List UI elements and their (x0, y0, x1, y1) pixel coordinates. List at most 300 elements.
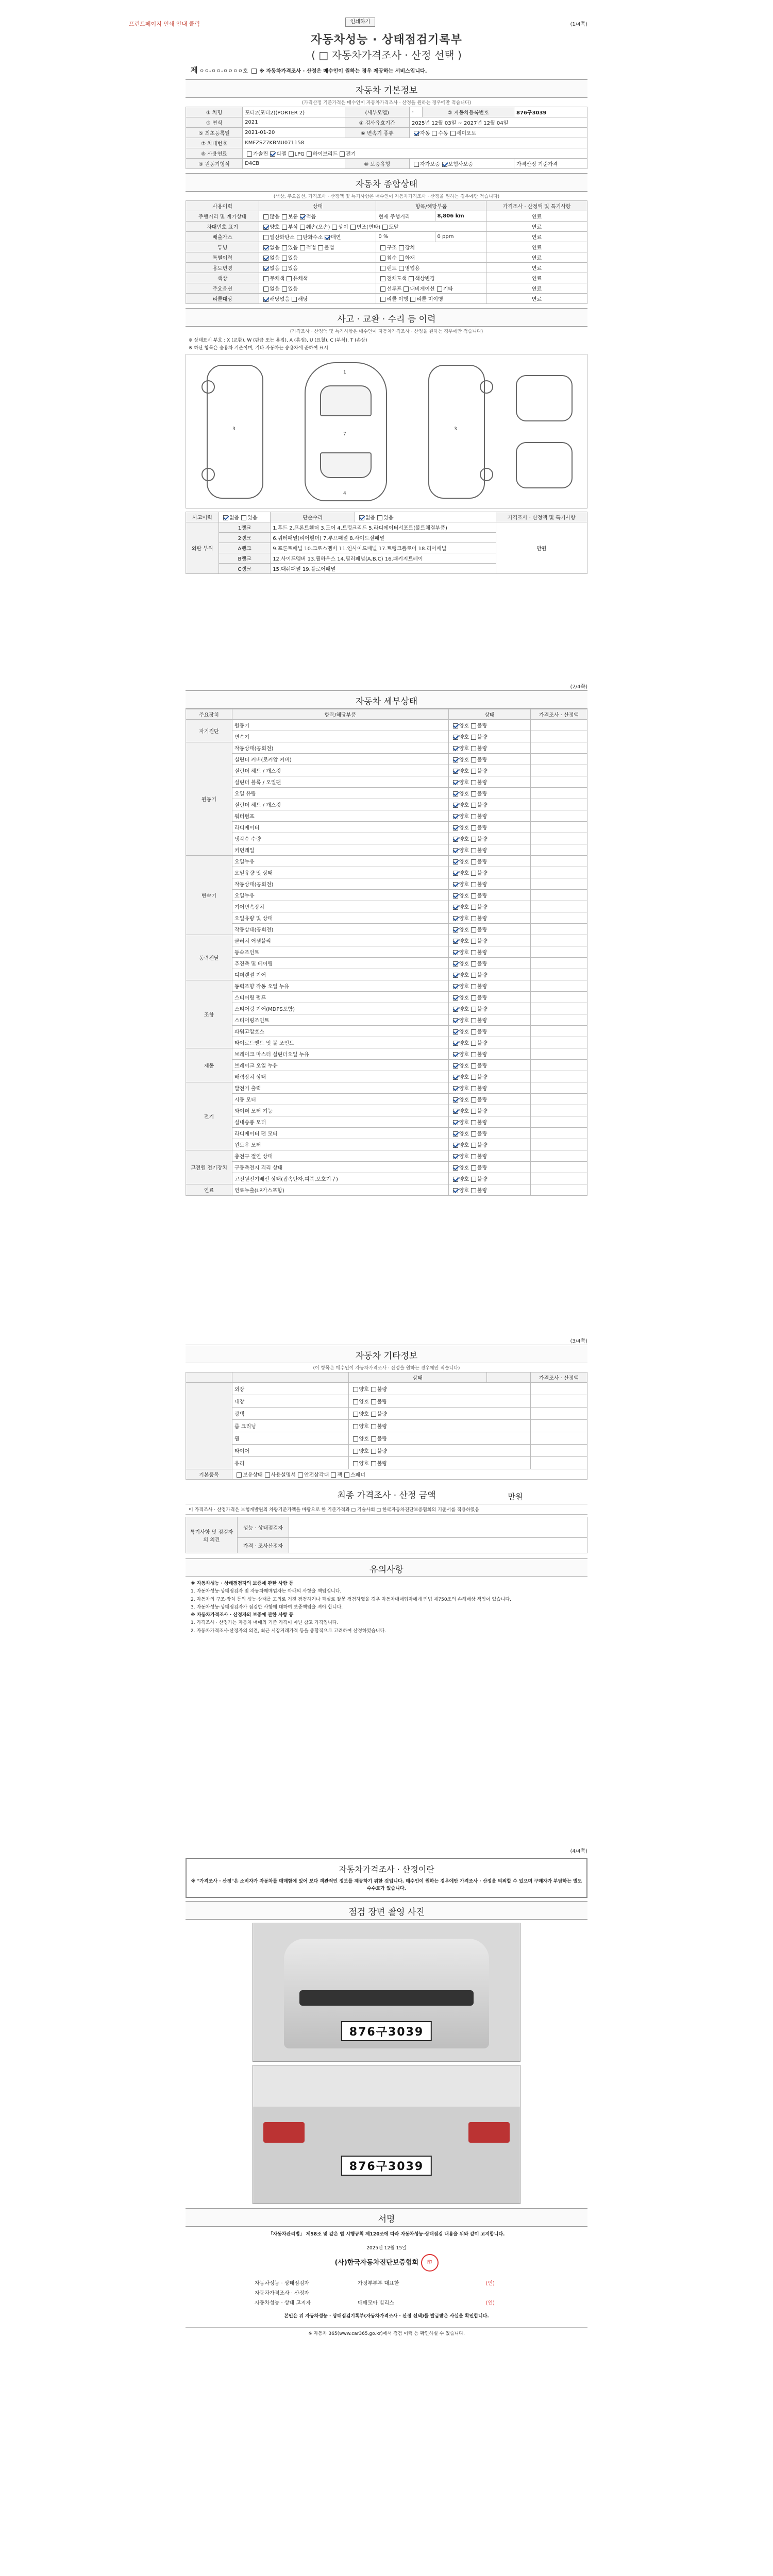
checkbox[interactable] (471, 837, 476, 842)
checkbox[interactable] (353, 1449, 358, 1454)
final-text: 이 가격조사 · 산정가격은 보험개발원의 차량기준가액을 바탕으로 한 기준가격과 □ 기술사회 □ 한국자동차진단보증협회의 기준서를 적용하였음 (186, 1504, 587, 1515)
checkbox[interactable] (471, 950, 476, 955)
state-label: 불량 (477, 939, 488, 944)
checkbox[interactable] (453, 927, 458, 933)
checkbox[interactable] (453, 859, 458, 865)
detail-state (448, 822, 530, 833)
checkbox[interactable] (282, 214, 287, 219)
checkbox[interactable] (353, 1424, 358, 1429)
checkbox[interactable] (471, 1086, 476, 1091)
detail-row (186, 878, 587, 890)
document-subtitle: ( □ 자동차가격조사 · 산정 선택 ) (311, 49, 462, 61)
checkbox[interactable] (371, 1436, 376, 1442)
checkbox[interactable] (471, 893, 476, 899)
checkbox[interactable] (265, 1472, 270, 1478)
etc-row (186, 1383, 587, 1395)
sign-role: 자동차성능 · 상태 고지자 (255, 2300, 311, 2307)
checkbox[interactable] (471, 1041, 476, 1046)
checkbox[interactable] (287, 276, 292, 281)
summary-option: 영업용 (405, 266, 420, 272)
checkbox[interactable] (371, 1387, 376, 1392)
detail-item: 실린더 헤드 / 개스킷 (232, 765, 449, 776)
checkbox[interactable] (371, 1412, 376, 1417)
checkbox[interactable] (453, 814, 458, 819)
checkbox[interactable] (263, 256, 268, 261)
checkbox[interactable] (471, 1143, 476, 1148)
summary-option: 있음 (288, 256, 298, 261)
state-label: 불량 (477, 1143, 488, 1148)
checkbox[interactable] (380, 266, 385, 271)
state-label: 양호 (459, 984, 469, 990)
checkbox[interactable] (471, 1007, 476, 1012)
detail-state (448, 969, 530, 980)
checkbox[interactable] (453, 769, 458, 774)
checkbox[interactable] (380, 276, 385, 281)
checkbox[interactable] (471, 1177, 476, 1182)
checkbox[interactable] (471, 791, 476, 796)
checkbox[interactable] (453, 984, 458, 989)
document-title: 자동차성능 · 상태점검기록부 (311, 33, 462, 46)
checkbox[interactable] (263, 235, 268, 240)
detail-state (448, 946, 530, 958)
summary-note: (색상, 주요옵션, 가격조사 · 산정액 및 특기사항은 매수인이 자동차가격조사 · 산정을 원하는 경우에만 적습니다) (273, 194, 500, 199)
checkbox[interactable] (453, 825, 458, 831)
checkbox[interactable] (453, 893, 458, 899)
detail-row (186, 1116, 587, 1128)
detail-state (448, 1003, 530, 1014)
accident-option: 있음 (247, 515, 258, 521)
checkbox[interactable] (453, 803, 458, 808)
detail-row (186, 1139, 587, 1150)
etc-part: 내장 (232, 1395, 349, 1408)
checkbox[interactable] (353, 1399, 358, 1404)
checkbox[interactable] (353, 1461, 358, 1466)
checkbox[interactable] (298, 1472, 303, 1478)
checkbox[interactable] (453, 837, 458, 842)
caution-item: 2. 자동차가격조사·산정자의 의견, 최근 시장거래가격 등을 종합적으로 고려하여 산정하였습니다. (191, 1628, 386, 1634)
checkbox[interactable] (453, 1165, 458, 1171)
checkbox[interactable] (471, 1063, 476, 1069)
checkbox[interactable] (471, 961, 476, 967)
checkbox[interactable] (453, 1018, 458, 1023)
checkbox[interactable] (282, 286, 287, 292)
footer-link[interactable]: ※ 자동차 365(www.car365.go.kr)에서 점검 이력 등 확인하실 수 있습니다. (186, 2327, 587, 2338)
checkbox[interactable] (399, 256, 404, 261)
checkbox[interactable] (471, 780, 476, 785)
accessory-item: 스패너 (350, 1472, 365, 1478)
state-label: 불량 (477, 916, 488, 922)
detail-price (531, 856, 587, 867)
checkbox[interactable] (332, 225, 337, 230)
checkbox[interactable] (453, 882, 458, 887)
rank-label: 2랭크 (219, 533, 270, 543)
detail-state (448, 810, 530, 822)
checkbox[interactable] (263, 276, 268, 281)
summary-option: 해당 (297, 297, 308, 302)
checkbox[interactable] (282, 256, 287, 261)
final-label: 특기사항 및 점검자의 의견 (186, 1517, 238, 1553)
inspector-comment (289, 1517, 587, 1538)
footer-confirm: 본인은 위 자동차성능 · 상태점검기록부(자동차가격조사 · 산정 선택)를 발급받은 사실을 확인합니다. (284, 2314, 489, 2319)
checkbox[interactable] (453, 757, 458, 762)
detail-state (448, 1014, 530, 1026)
caution-item: ※ 자동차가격조사 · 산정자의 보증에 관한 사항 등 (191, 1613, 294, 1618)
checkbox[interactable] (453, 916, 458, 921)
detail-state (448, 765, 530, 776)
checkbox[interactable] (377, 515, 382, 520)
print-notice[interactable]: 프린트페이지 인쇄 안내 클릭 (129, 21, 200, 27)
state-label: 양호 (459, 1075, 469, 1080)
checkbox[interactable] (437, 286, 442, 292)
state-label: 양호 (359, 1399, 369, 1405)
state-label: 양호 (459, 1018, 469, 1024)
checkbox[interactable] (353, 1387, 358, 1392)
summary-label: 색상 (186, 273, 259, 283)
checkbox[interactable] (471, 1075, 476, 1080)
sign-text: 「자동차관리법」 제58조 및 같은 법 시행규칙 제120조에 따라 자동차성능·상태점검 내용을 위와 같이 고지합니다. (268, 2231, 505, 2237)
checkbox[interactable] (359, 515, 364, 520)
accessory-item: 사용설명서 (271, 1472, 296, 1478)
label-base-price: 가격산정 기준가격 (514, 159, 587, 169)
checkbox[interactable] (318, 245, 323, 250)
final-unit: 만원 (508, 1492, 523, 1501)
checkbox[interactable] (453, 1143, 458, 1148)
checkbox[interactable] (453, 1075, 458, 1080)
car-front-view (516, 375, 573, 421)
detail-price (531, 1071, 587, 1082)
detail-item: 스티어링조인트 (232, 1014, 449, 1026)
detail-head: 주요장치 (186, 709, 232, 720)
checkbox[interactable] (471, 769, 476, 774)
checkbox[interactable] (471, 905, 476, 910)
checkbox[interactable] (399, 266, 404, 271)
detail-price (531, 1014, 587, 1026)
checkbox[interactable] (453, 791, 458, 796)
checkbox[interactable] (471, 1018, 476, 1023)
checkbox[interactable] (325, 235, 330, 240)
detail-price (531, 890, 587, 901)
checkbox[interactable] (353, 1436, 358, 1442)
checkbox[interactable] (471, 848, 476, 853)
summary-label: 주행거리 및 계기상태 (186, 211, 259, 222)
checkbox[interactable] (237, 1472, 242, 1478)
truck-bed-shape (253, 2065, 520, 2107)
state-label: 양호 (459, 814, 469, 820)
detail-item: 스티어링 펌프 (232, 992, 449, 1003)
checkbox[interactable] (471, 825, 476, 831)
checkbox[interactable] (453, 905, 458, 910)
state-label: 양호 (459, 769, 469, 774)
checkbox[interactable] (471, 1120, 476, 1125)
summary-price: 연료 (486, 283, 587, 294)
state-label: 양호 (459, 746, 469, 752)
checkbox[interactable] (471, 723, 476, 728)
detail-state (448, 1173, 530, 1184)
summary-item: 0 ppm (435, 232, 486, 242)
summary-option: 리콜 이행 (386, 297, 409, 302)
checkbox[interactable] (471, 735, 476, 740)
checkbox[interactable] (471, 939, 476, 944)
state-label: 불량 (477, 950, 488, 956)
state-label: 불량 (477, 905, 488, 910)
checkbox[interactable] (453, 939, 458, 944)
license-plate: 876구3039 (341, 2021, 432, 2041)
checkbox[interactable] (289, 151, 294, 157)
checkbox[interactable] (471, 1165, 476, 1171)
checkbox[interactable] (442, 162, 447, 167)
checkbox[interactable] (263, 214, 268, 219)
checkbox[interactable] (471, 927, 476, 933)
detail-row (186, 1162, 587, 1173)
checkbox[interactable] (371, 1461, 376, 1466)
checkbox[interactable] (414, 162, 419, 167)
state-label: 불량 (477, 780, 488, 786)
checkbox[interactable] (241, 515, 246, 520)
state-label: 불량 (477, 871, 488, 876)
detail-state (448, 720, 530, 731)
state-label: 양호 (459, 950, 469, 956)
label-model: ① 차명 (186, 107, 243, 117)
checkbox[interactable] (453, 780, 458, 785)
diagram-number: 3 (232, 427, 236, 432)
checkbox[interactable] (453, 1120, 458, 1125)
state-label: 불량 (477, 1007, 488, 1012)
checkbox[interactable] (371, 1399, 376, 1404)
checkbox[interactable] (471, 746, 476, 751)
checkbox[interactable] (471, 814, 476, 819)
checkbox[interactable] (471, 757, 476, 762)
checkbox[interactable] (453, 1052, 458, 1057)
detail-item: 구동축전지 격리 상태 (232, 1162, 449, 1173)
checkbox[interactable] (414, 131, 419, 136)
checkbox[interactable] (471, 995, 476, 1001)
summary-option: 침수 (386, 256, 397, 261)
checkbox[interactable] (340, 151, 345, 157)
print-button[interactable]: 인쇄하기 (345, 18, 375, 27)
checkbox[interactable] (453, 973, 458, 978)
doc-no-label: 제 (191, 66, 198, 75)
appraisal-box-text: ※ "가격조사 · 산정"은 소비자가 자동차를 매매함에 있어 보다 객관적인 정보를 제공하기 위한 것입니다. 매수인이 원하는 경우에만 가격조사 · 산정을 의뢰할 수 있으며 구매자가 부담하는 별도 수수료가 있습니다. (191, 1879, 582, 1892)
detail-row (186, 788, 587, 799)
etc-row (186, 1445, 587, 1457)
state-label: 불량 (477, 1063, 488, 1069)
car-rear-view (516, 442, 573, 488)
accident-price-label: 가격조사 · 산정액 및 특기사항 (496, 512, 587, 522)
detail-price (531, 1094, 587, 1105)
checkbox[interactable] (453, 961, 458, 967)
detail-price (531, 1037, 587, 1048)
etc-row (186, 1395, 587, 1408)
checkbox[interactable] (453, 723, 458, 728)
accident-legend-1: ※ 상태표시 부호 : X (교환), W (판금 또는 용접), A (흠집), U (요철), C (부식), T (손상) (189, 338, 367, 343)
checkbox[interactable] (399, 245, 404, 250)
summary-option: 양호 (270, 225, 280, 230)
etc-price (531, 1457, 587, 1469)
summary-head-items: 항목/해당부품 (376, 201, 486, 211)
opt-electric: 전기 (346, 151, 356, 157)
accident-legend-2: ※ 하단 항목은 승용차 기준이며, 기타 자동차는 승용차에 준하여 표시 (189, 346, 328, 351)
detail-row (186, 924, 587, 935)
rank-label: A랭크 (219, 543, 270, 553)
opt-hybrid: 하이브리드 (312, 151, 338, 157)
checkbox[interactable] (307, 151, 312, 157)
checkbox[interactable] (382, 225, 388, 230)
checkbox[interactable] (471, 1154, 476, 1159)
checkbox[interactable] (380, 297, 385, 302)
checkbox[interactable] (263, 225, 268, 230)
checkbox[interactable] (471, 1131, 476, 1137)
checkbox[interactable] (453, 1041, 458, 1046)
detail-price (531, 1150, 587, 1162)
etc-table (186, 1372, 587, 1480)
checkbox[interactable] (410, 297, 415, 302)
checkbox[interactable] (471, 973, 476, 978)
checkbox[interactable] (432, 131, 437, 136)
opt-insurer-warranty: 보험사보증 (448, 162, 473, 167)
detail-group: 제동 (186, 1048, 232, 1082)
checkbox[interactable] (471, 859, 476, 865)
checkbox[interactable] (380, 245, 385, 250)
detail-price (531, 935, 587, 946)
checkbox[interactable] (453, 1097, 458, 1103)
detail-row (186, 867, 587, 878)
etc-part: 타이어 (232, 1445, 349, 1457)
detail-item: 윈도우 모터 (232, 1139, 449, 1150)
detail-price (531, 946, 587, 958)
checkbox[interactable] (223, 515, 228, 520)
checkbox[interactable] (471, 871, 476, 876)
page-number: (4/4쪽) (570, 1849, 587, 1854)
detail-group: 자기진단 (186, 720, 232, 742)
checkbox[interactable] (453, 848, 458, 853)
checkbox[interactable] (331, 1472, 336, 1478)
detail-row (186, 1060, 587, 1071)
summary-option: 선루프 (386, 286, 402, 292)
label-vin: ⑦ 차대번호 (186, 138, 243, 148)
checkbox[interactable] (471, 1029, 476, 1035)
state-label: 불량 (477, 723, 488, 729)
checkbox[interactable] (453, 1109, 458, 1114)
checkbox[interactable] (270, 151, 275, 157)
checkbox[interactable] (471, 803, 476, 808)
state-label: 양호 (459, 1109, 469, 1114)
checkbox[interactable] (471, 1097, 476, 1103)
checkbox[interactable] (380, 256, 385, 261)
summary-option: 색상변경 (415, 276, 435, 282)
checkbox[interactable] (282, 245, 287, 250)
detail-state (448, 1060, 530, 1071)
checkbox[interactable] (453, 1177, 458, 1182)
checkbox[interactable] (453, 1029, 458, 1035)
detail-row (186, 912, 587, 924)
checkbox[interactable] (471, 1052, 476, 1057)
checkbox[interactable] (471, 916, 476, 921)
state-label: 양호 (459, 780, 469, 786)
checkbox[interactable] (409, 276, 414, 281)
etc-part: 유리 (232, 1457, 349, 1469)
checkbox[interactable] (453, 1063, 458, 1069)
checkbox[interactable] (251, 69, 257, 74)
etc-price (531, 1432, 587, 1445)
checkbox[interactable] (453, 1086, 458, 1091)
checkbox[interactable] (247, 151, 252, 157)
checkbox[interactable] (453, 995, 458, 1001)
checkbox[interactable] (453, 1188, 458, 1193)
checkbox[interactable] (453, 1131, 458, 1137)
detail-item: 작동상태(공회전) (232, 742, 449, 754)
state-label: 양호 (459, 1154, 469, 1160)
checkbox[interactable] (453, 746, 458, 751)
checkbox[interactable] (300, 214, 305, 219)
detail-item: 연료누출(LP가스포함) (232, 1184, 449, 1196)
appraiser-comment (289, 1538, 587, 1553)
summary-option: 상이 (338, 225, 348, 230)
detail-group: 고전원 전기장치 (186, 1150, 232, 1184)
state-label: 불량 (377, 1387, 388, 1393)
checkbox[interactable] (450, 131, 456, 136)
state-label: 양호 (459, 1029, 469, 1035)
diagram-number: 3 (454, 427, 457, 432)
checkbox[interactable] (300, 225, 305, 230)
checkbox[interactable] (471, 1109, 476, 1114)
checkbox[interactable] (263, 245, 268, 250)
checkbox[interactable] (353, 1412, 358, 1417)
checkbox[interactable] (453, 871, 458, 876)
checkbox[interactable] (263, 297, 268, 302)
checkbox[interactable] (471, 882, 476, 887)
etc-state (348, 1395, 530, 1408)
etc-state (348, 1432, 530, 1445)
summary-item: 현재 주행거리 (376, 211, 435, 222)
checkbox[interactable] (453, 950, 458, 955)
detail-row (186, 935, 587, 946)
summary-option: 적법 (306, 245, 316, 251)
summary-option: 불법 (324, 245, 334, 251)
car-diagram (186, 354, 587, 509)
checkbox[interactable] (471, 1188, 476, 1193)
checkbox[interactable] (371, 1424, 376, 1429)
checkbox[interactable] (453, 1154, 458, 1159)
state-label: 불량 (477, 984, 488, 990)
checkbox[interactable] (453, 1007, 458, 1012)
checkbox[interactable] (471, 984, 476, 989)
checkbox[interactable] (297, 235, 302, 240)
detail-row (186, 1014, 587, 1026)
checkbox[interactable] (404, 286, 409, 292)
state-label: 불량 (477, 769, 488, 774)
state-label: 불량 (477, 882, 488, 888)
checkbox[interactable] (263, 266, 268, 271)
checkbox[interactable] (344, 1472, 349, 1478)
detail-price (531, 867, 587, 878)
opt-self-warranty: 자가보증 (420, 162, 440, 167)
checkbox[interactable] (282, 266, 287, 271)
checkbox[interactable] (300, 245, 305, 250)
checkbox[interactable] (350, 225, 356, 230)
checkbox[interactable] (380, 286, 385, 292)
caution-title: 유의사항 (186, 1558, 587, 1577)
checkbox[interactable] (263, 286, 268, 292)
caution-item: 3. 자동차성능·상태점검자가 점검한 사항에 대하여 보증책임을 져야 합니다. (191, 1604, 343, 1610)
checkbox[interactable] (282, 225, 287, 230)
state-label: 양호 (459, 1041, 469, 1046)
checkbox[interactable] (292, 297, 297, 302)
state-label: 불량 (477, 859, 488, 865)
checkbox[interactable] (371, 1449, 376, 1454)
detail-price (531, 731, 587, 742)
detail-row (186, 765, 587, 776)
checkbox[interactable] (453, 735, 458, 740)
